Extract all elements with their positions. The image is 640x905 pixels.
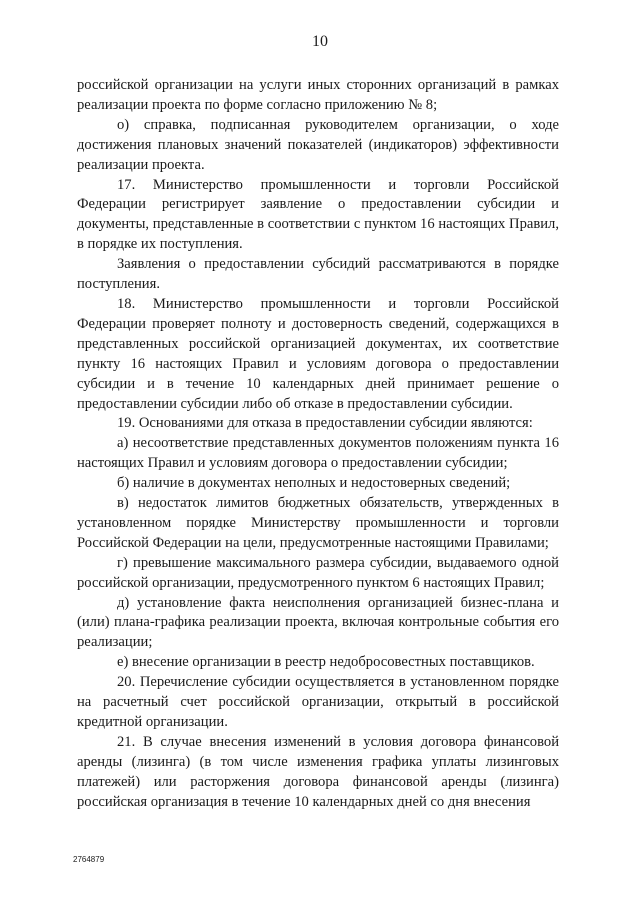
page-number: 10 <box>312 33 328 50</box>
paragraph-19-d: д) установление факта неисполнения организацией бизнес-плана и (или) плана-графика реализации проекта, включая контрольные события его реализации; <box>77 594 559 651</box>
paragraph-19: 19. Основаниями для отказа в предоставлении субсидии являются: <box>117 415 533 432</box>
document-code: 2764879 <box>73 855 105 864</box>
paragraph-19-a: а) несоответствие представленных документов положениям пункта 16 настоящих Правил и условиям договора о предоставлении субсидии; <box>77 435 559 472</box>
paragraph-20: 20. Перечисление субсидии осуществляется в установленном порядке на расчетный счет российской организации, открытый в российской кредитной организации. <box>77 674 559 730</box>
paragraph-19-g: г) превышение максимального размера субсидии, выдаваемого одной российской организации, предусмотренного пунктом 6 настоящих Правил; <box>77 554 559 591</box>
paragraph-19-e: е) внесение организации в реестр недобросовестных поставщиков. <box>117 654 535 671</box>
paragraph-18: 18. Министерство промышленности и торговли Российской Федерации проверяет полноту и достоверность сведений, содержащихся в представленных российской организацией документах, их соответствие пункту 16 настоящих Правил и условиям договора о предоставлении субсидии и в течение 10 календарных дней принимает решение о предоставлении субсидии либо об отказе в предоставлении субсидии. <box>77 295 559 412</box>
paragraph-item-o: о) справка, подписанная руководителем организации, о ходе достижения плановых значений показателей (индикаторов) эффективности реализации проекта. <box>77 116 559 173</box>
paragraph-19-b: б) наличие в документах неполных и недостоверных сведений; <box>117 475 511 492</box>
paragraph-continuation: российской организации на услуги иных сторонних организаций в рамках реализации проекта по форме согласно приложению № 8; <box>77 77 559 113</box>
paragraph-17: 17. Министерство промышленности и торговли Российской Федерации регистрирует заявление о предоставлении субсидии и документы, представленные в соответствии с пунктом 16 настоящих Правил, в порядке их поступления. <box>77 176 559 253</box>
paragraph-17-order: Заявления о предоставлении субсидий рассматриваются в порядке поступления. <box>77 256 559 293</box>
document-body <box>77 76 559 813</box>
paragraph-19-v: в) недостаток лимитов бюджетных обязательств, утвержденных в установленном порядке Министерству промышленности и торговли Российской Федерации на цели, предусмотренные настоящими Правилами; <box>77 495 559 551</box>
paragraph-21: 21. В случае внесения изменений в условия договора финансовой аренды (лизинга) (в том числе изменения графика уплаты лизинговых платежей) или расторжения договора финансовой аренды (лизинга) российская организация в течение 10 календарных дней со дня внесения <box>77 733 559 810</box>
